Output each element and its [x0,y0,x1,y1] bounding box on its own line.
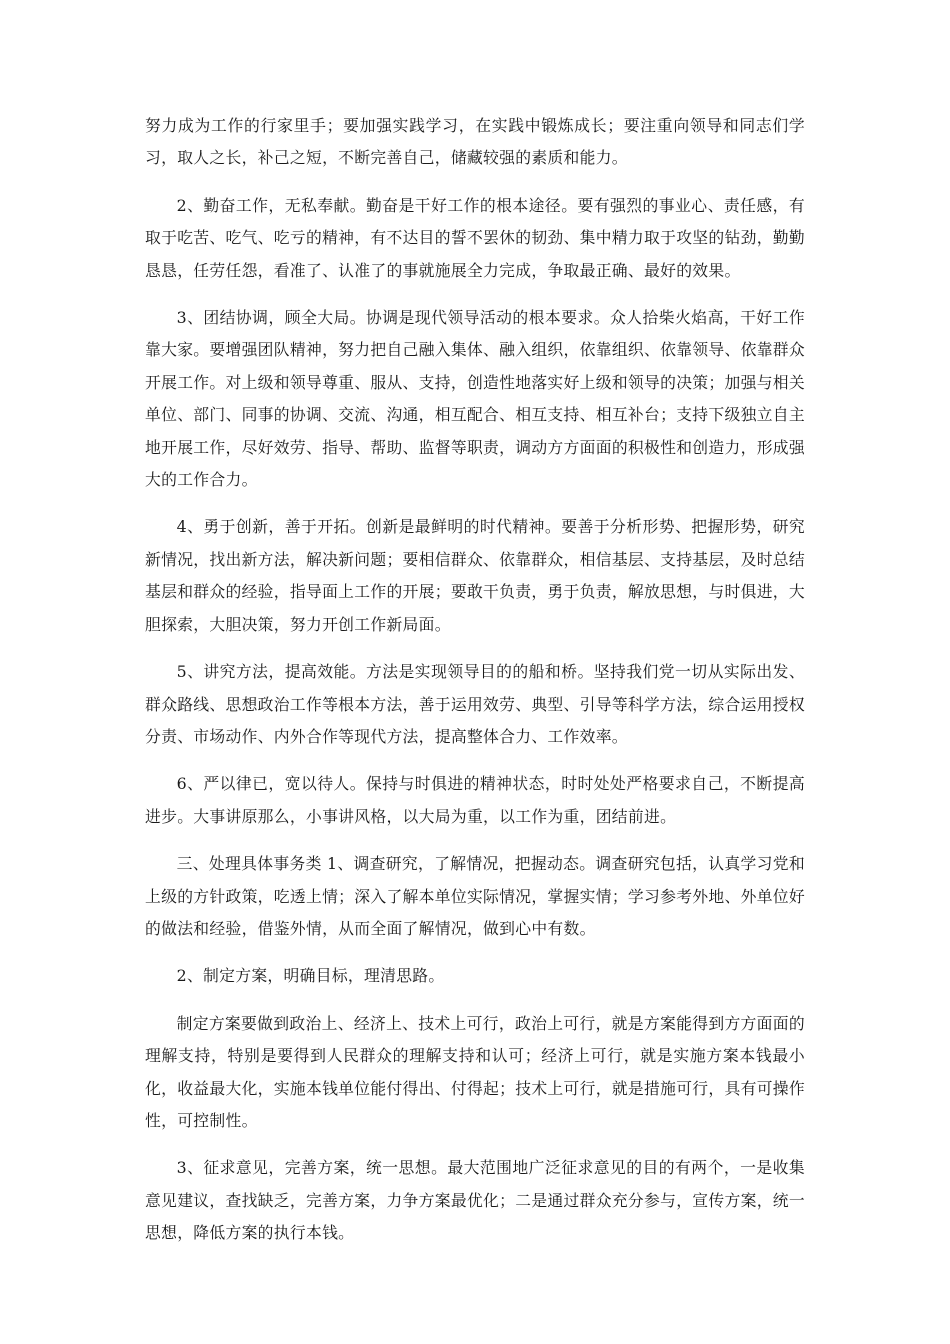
paragraph-10: 3、征求意见，完善方案，统一思想。最大范围地广泛征求意见的目的有两个，一是收集意见建议，查找缺乏，完善方案，力争方案最优化；二是通过群众充分参与，宣传方案，统一思想，降低方案的执行本钱。 [145,1158,805,1243]
paragraph-4: 4、勇于创新，善于开拓。创新是最鲜明的时代精神。要善于分析形势、把握形势，研究新情况，找出新方法，解决新问题；要相信群众、依靠群众，相信基层、支持基层，及时总结基层和群众的经验，指导面上工作的开展；要敢干负责，勇于负责，解放思想，与时俱进，大胆探索，大胆决策，努力开创工作新局面。 [145,517,805,634]
paragraph-8: 2、制定方案，明确目标，理清思路。 [176,966,445,986]
document-page [145,110,805,1265]
paragraph-1: 努力成为工作的行家里手；要加强实践学习，在实践中锻炼成长；要注重向领导和同志们学习，取人之长，补己之短，不断完善自己，储藏较强的素质和能力。 [145,116,805,168]
paragraph-2: 2、勤奋工作，无私奉献。勤奋是干好工作的根本途径。要有强烈的事业心、责任感，有取于吃苦、吃气、吃亏的精神，有不达目的誓不罢休的韧劲、集中精力取于攻坚的钻劲，勤勤恳恳，任劳任怨，看准了、认准了的事就施展全力完成，争取最正确、最好的效果。 [145,195,805,280]
paragraph-5: 5、讲究方法，提高效能。方法是实现领导目的的船和桥。坚持我们党一切从实际出发、群众路线、思想政治工作等根本方法，善于运用效劳、典型、引导等科学方法，综合运用授权分责、市场动作、内外合作等现代方法，提高整体合力、工作效率。 [145,662,805,746]
paragraph-7: 三、处理具体事务类 1、调查研究，了解情况，把握动态。调查研究包括，认真学习党和上级的方针政策，吃透上情；深入了解本单位实际情况，掌握实情；学习参考外地、外单位好的做法和经验，借鉴外情，从而全面了解情况，做到心中有数。 [145,854,805,938]
paragraph-6: 6、严以律已，宽以待人。保持与时俱进的精神状态，时时处处严格要求自己，不断提高进步。大事讲原那么，小事讲风格，以大局为重，以工作为重，团结前进。 [145,774,805,826]
paragraph-9: 制定方案要做到政治上、经济上、技术上可行，政治上可行，就是方案能得到方方面面的理解支持，特别是要得到人民群众的理解支持和认可；经济上可行，就是实施方案本钱最小化，收益最大化，实施本钱单位能付得出、付得起；技术上可行，就是措施可行，具有可操作性，可控制性。 [145,1013,805,1130]
paragraph-3: 3、团结协调，顾全大局。协调是现代领导活动的根本要求。众人拾柴火焰高，干好工作靠大家。要增强团队精神，努力把自己融入集体、融入组织，依靠组织、依靠领导、依靠群众开展工作。对上级和领导尊重、服从、支持，创造性地落实好上级和领导的决策；加强与相关单位、部门、同事的协调、交流、沟通，相互配合、相互支持、相互补台；支持下级独立自主地开展工作，尽好效劳、指导、帮助、监督等职责，调动方方面面的积极性和创造力，形成强大的工作合力。 [145,308,805,490]
